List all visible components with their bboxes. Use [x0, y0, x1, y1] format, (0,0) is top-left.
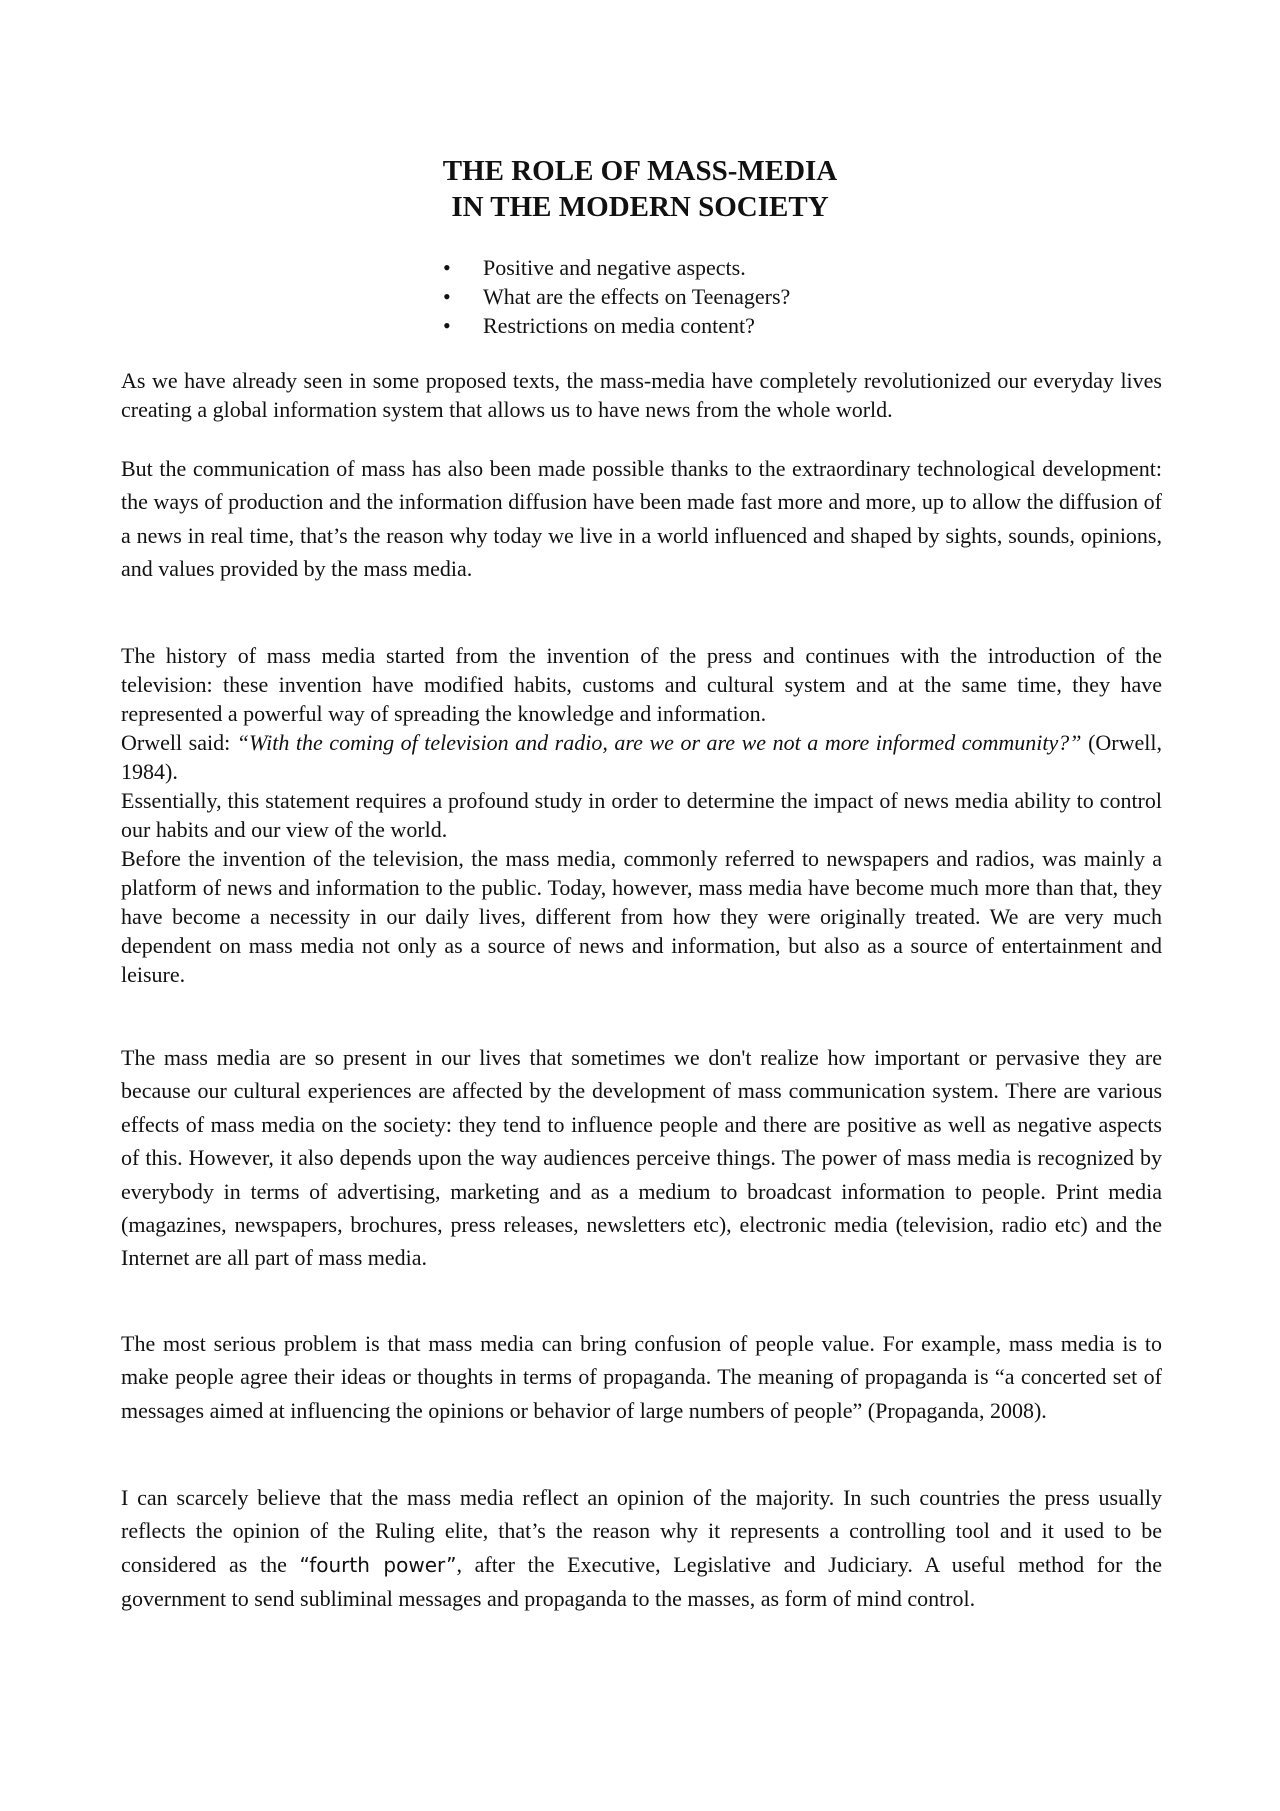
orwell-quote: “With the coming of television and radio, are we or are we not a more informed community?”: [236, 730, 1082, 755]
paragraph-text: As we have already seen in some proposed texts, the mass-media have completely revolutionized our everyday lives creating a global information system that allows us to have news from the whole world.: [121, 368, 1162, 422]
bullet-icon: •: [443, 313, 451, 338]
topic-list: [443, 253, 790, 340]
quote-citation: (Orwell, 1984).: [121, 730, 1162, 784]
fourth-power-term: “fourth power”: [299, 1552, 457, 1577]
text-span: , after the Executive, Legislative and Judiciary. A useful method for the government to send subliminal messages and propaganda to the masses, as form of mind control.: [121, 1551, 1163, 1612]
list-item: [443, 253, 790, 282]
list-item-text: Positive and negative aspects.: [483, 255, 746, 280]
title-line-2: IN THE MODERN SOCIETY: [451, 191, 829, 223]
paragraph-text: [121, 1481, 1162, 1616]
paragraph-text: The most serious problem is that mass media can bring confusion of people value. For example, mass media is to make people agree their ideas or thoughts in terms of propaganda. The meaning of propaganda is “a concerted set of messages aimed at influencing the opinions or behavior of large numbers of people” (Propaganda, 2008).: [121, 1331, 1162, 1423]
list-item-text: Restrictions on media content?: [483, 313, 755, 338]
paragraph-1: [121, 366, 1162, 424]
paragraph-2: [121, 452, 1162, 586]
bullet-icon: •: [443, 255, 451, 280]
title-line-1: THE ROLE OF MASS-MEDIA: [442, 155, 838, 187]
paragraph-text: The history of mass media started from the invention of the press and continues with the introduction of the television: these invention have modified habits, customs and cultural system and at the same time, they have represented a powerful way of spreading the knowledge and information.: [121, 643, 1162, 726]
paragraph-3: [121, 641, 1162, 989]
paragraph-text: But the communication of mass has also been made possible thanks to the extraordinary technological development: the ways of production and the information diffusion have been made fast more and more, up to allow the diffusion of a news in real time, that’s the reason why today we live in a world influenced and shaped by sights, sounds, opinions, and values provided by the mass media.: [121, 456, 1162, 582]
paragraph-text: Before the invention of the television, the mass media, commonly referred to newspapers and radios, was mainly a platform of news and information to the public. Today, however, mass media have become much more than that, they have become a necessity in our daily lives, different from how they were originally treated. We are very much dependent on mass media not only as a source of news and information, but also as a source of entertainment and leisure.: [121, 846, 1162, 987]
orwell-quote-paragraph: [121, 728, 1162, 786]
bullet-icon: •: [443, 284, 451, 309]
list-item-text: What are the effects on Teenagers?: [483, 284, 791, 309]
quote-prefix: Orwell said:: [121, 730, 237, 755]
paragraph-8: [121, 1327, 1162, 1427]
paragraph-9: [121, 1481, 1162, 1616]
list-item: [443, 282, 790, 311]
document-title: [0, 153, 1280, 225]
paragraph-text: Essentially, this statement requires a profound study in order to determine the impact of news media ability to control our habits and our view of the world.: [121, 788, 1162, 842]
paragraph-7: [121, 1041, 1162, 1275]
text-span: I can scarcely believe that the mass media reflect an opinion of the majority. In such countries the press usually reflects the opinion of the Ruling elite, that’s the reason why it represents a controlling tool and it used to be considered as the: [121, 1485, 1162, 1577]
paragraph-text: The mass media are so present in our lives that sometimes we don't realize how important or pervasive they are because our cultural experiences are affected by the development of mass communication system. There are various effects of mass media on the society: they tend to influence people and there are positive as well as negative aspects of this. However, it also depends upon the way audiences perceive things. The power of mass media is recognized by everybody in terms of advertising, marketing and as a medium to broadcast information to people. Print media (magazines, newspapers, brochures, press releases, newsletters etc), electronic media (television, radio etc) and the Internet are all part of mass media.: [121, 1045, 1162, 1271]
list-item: [443, 311, 790, 340]
